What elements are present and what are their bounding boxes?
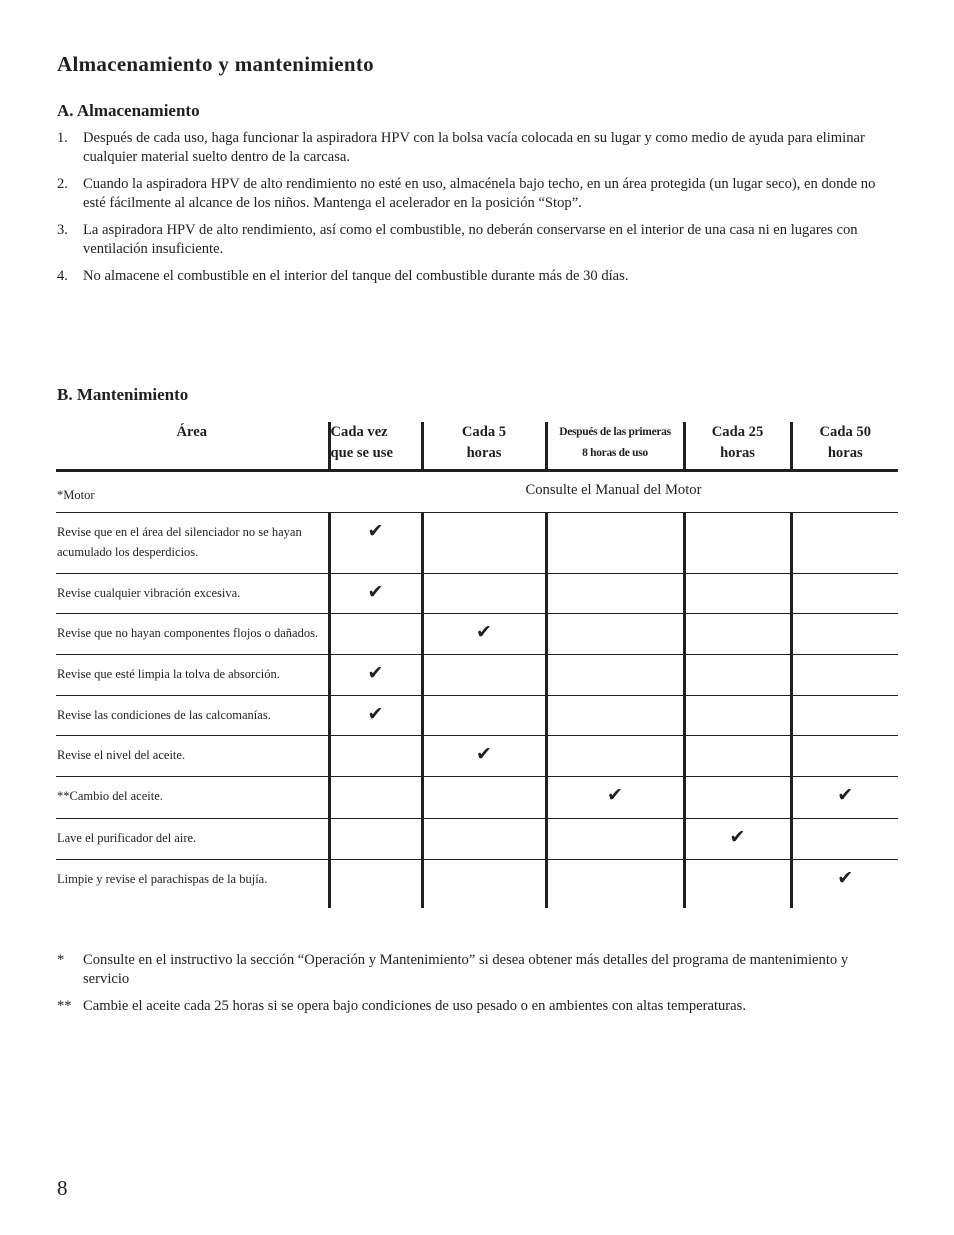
table-row (56, 655, 898, 696)
check-mark: ✔ (684, 819, 791, 860)
empty-cell (684, 696, 791, 736)
check-mark: ✔ (329, 696, 422, 736)
footnote-text: Cambie el aceite cada 25 horas si se opera bajo condiciones de uso pesado o en ambientes con altas temperaturas. (83, 998, 746, 1014)
item-text: La aspiradora HPV de alto rendimiento, así como el combustible, no deberán conservarse en el interior de una casa ni en lugares con ventilación insuficiente. (83, 222, 858, 257)
item-number: 3. (57, 222, 68, 238)
empty-cell (791, 655, 898, 696)
storage-item (57, 221, 897, 259)
table-row (56, 777, 898, 819)
footnote-mark: * (57, 952, 65, 968)
empty-cell (422, 655, 546, 696)
empty-cell (684, 574, 791, 614)
footnote-mark: ** (57, 998, 72, 1014)
empty-cell (684, 860, 791, 908)
area-cell: Revise cualquier vibración excesiva. (56, 574, 329, 614)
page-number: 8 (57, 1176, 68, 1200)
empty-cell (422, 860, 546, 908)
storage-list (57, 129, 897, 294)
check-mark: ✔ (422, 614, 546, 655)
motor-area-cell: *Motor (56, 471, 329, 513)
empty-cell (791, 819, 898, 860)
empty-cell (546, 819, 684, 860)
table-row (56, 513, 898, 574)
empty-cell (684, 777, 791, 819)
item-number: 1. (57, 130, 68, 146)
empty-cell (791, 614, 898, 655)
check-mark: ✔ (546, 777, 684, 819)
maintenance-table (56, 422, 898, 908)
table-row (56, 860, 898, 908)
area-cell: Limpie y revise el parachispas de la bujía. (57, 872, 268, 886)
check-mark: ✔ (791, 860, 898, 908)
storage-item (57, 129, 897, 167)
section-b-heading: B. Mantenimiento (57, 385, 189, 404)
empty-cell (546, 860, 684, 908)
table-row (56, 736, 898, 777)
column-header-each-use: Cada vez que se use (329, 422, 422, 471)
empty-cell (422, 513, 546, 574)
column-header-25-hours: Cada 25 horas (684, 422, 791, 471)
empty-cell (329, 777, 422, 819)
column-header-first-8-hours: Después de las primeras 8 horas de uso (546, 422, 684, 471)
item-text: No almacene el combustible en el interior del tanque del combustible durante más de 30 días. (83, 268, 629, 284)
empty-cell (546, 574, 684, 614)
table-row (56, 614, 898, 655)
area-cell: Revise que en el área del silenciador no se hayan acumulado los desperdicios. (56, 513, 329, 574)
table-row (56, 819, 898, 860)
empty-cell (422, 696, 546, 736)
empty-cell (546, 614, 684, 655)
empty-cell (791, 574, 898, 614)
empty-cell (684, 736, 791, 777)
storage-item (57, 267, 897, 286)
motor-note: Consulte el Manual del Motor (329, 471, 898, 513)
empty-cell (329, 860, 422, 908)
empty-cell (422, 777, 546, 819)
footnote (57, 951, 897, 989)
empty-cell (684, 513, 791, 574)
item-text: Cuando la aspiradora HPV de alto rendimiento no esté en uso, almacénela bajo techo, en un área protegida (un lugar seco), en donde no esté fácilmente al alcance de los niños. Mantenga el acelerador en la posición “Stop”. (83, 176, 876, 211)
item-number: 4. (57, 268, 68, 284)
empty-cell (684, 655, 791, 696)
footnotes (57, 951, 897, 1024)
empty-cell (546, 655, 684, 696)
empty-cell (329, 614, 422, 655)
area-cell: Lave el purificador del aire. (56, 819, 329, 860)
area-cell: Revise las condiciones de las calcomanías. (56, 696, 329, 736)
area-cell: Revise que no hayan componentes flojos o dañados. (56, 614, 329, 655)
empty-cell (546, 513, 684, 574)
check-mark: ✔ (329, 574, 422, 614)
footnote (57, 997, 897, 1016)
check-mark: ✔ (329, 513, 422, 574)
check-mark: ✔ (329, 655, 422, 696)
item-text: Después de cada uso, haga funcionar la aspiradora HPV con la bolsa vacía colocada en su lugar y como medio de ayuda para eliminar cualquier material suelto dentro de la carcasa. (83, 130, 865, 165)
empty-cell (546, 736, 684, 777)
empty-cell (791, 513, 898, 574)
motor-row (56, 471, 898, 513)
check-mark: ✔ (422, 736, 546, 777)
empty-cell (684, 614, 791, 655)
empty-cell (546, 696, 684, 736)
area-cell: **Cambio del aceite. (56, 777, 329, 819)
page-title: Almacenamiento y mantenimiento (57, 52, 374, 76)
empty-cell (422, 819, 546, 860)
storage-item (57, 175, 897, 213)
table-header-row (56, 422, 898, 471)
column-header-5-hours: Cada 5 horas (422, 422, 546, 471)
table-row (56, 696, 898, 736)
empty-cell (329, 819, 422, 860)
area-cell: Revise el nivel del aceite. (56, 736, 329, 777)
empty-cell (791, 696, 898, 736)
check-mark: ✔ (791, 777, 898, 819)
area-cell: Revise que esté limpia la tolva de absorción. (56, 655, 329, 696)
item-number: 2. (57, 176, 68, 192)
column-header-50-hours: Cada 50 horas (791, 422, 898, 471)
table-row (56, 574, 898, 614)
empty-cell (791, 736, 898, 777)
empty-cell (329, 736, 422, 777)
footnote-text: Consulte en el instructivo la sección “Operación y Mantenimiento” si desea obtener más detalles del programa de mantenimiento y servicio (83, 952, 849, 987)
empty-cell (422, 574, 546, 614)
area-column-header: Área (56, 422, 329, 471)
section-a-heading: A. Almacenamiento (57, 101, 200, 120)
